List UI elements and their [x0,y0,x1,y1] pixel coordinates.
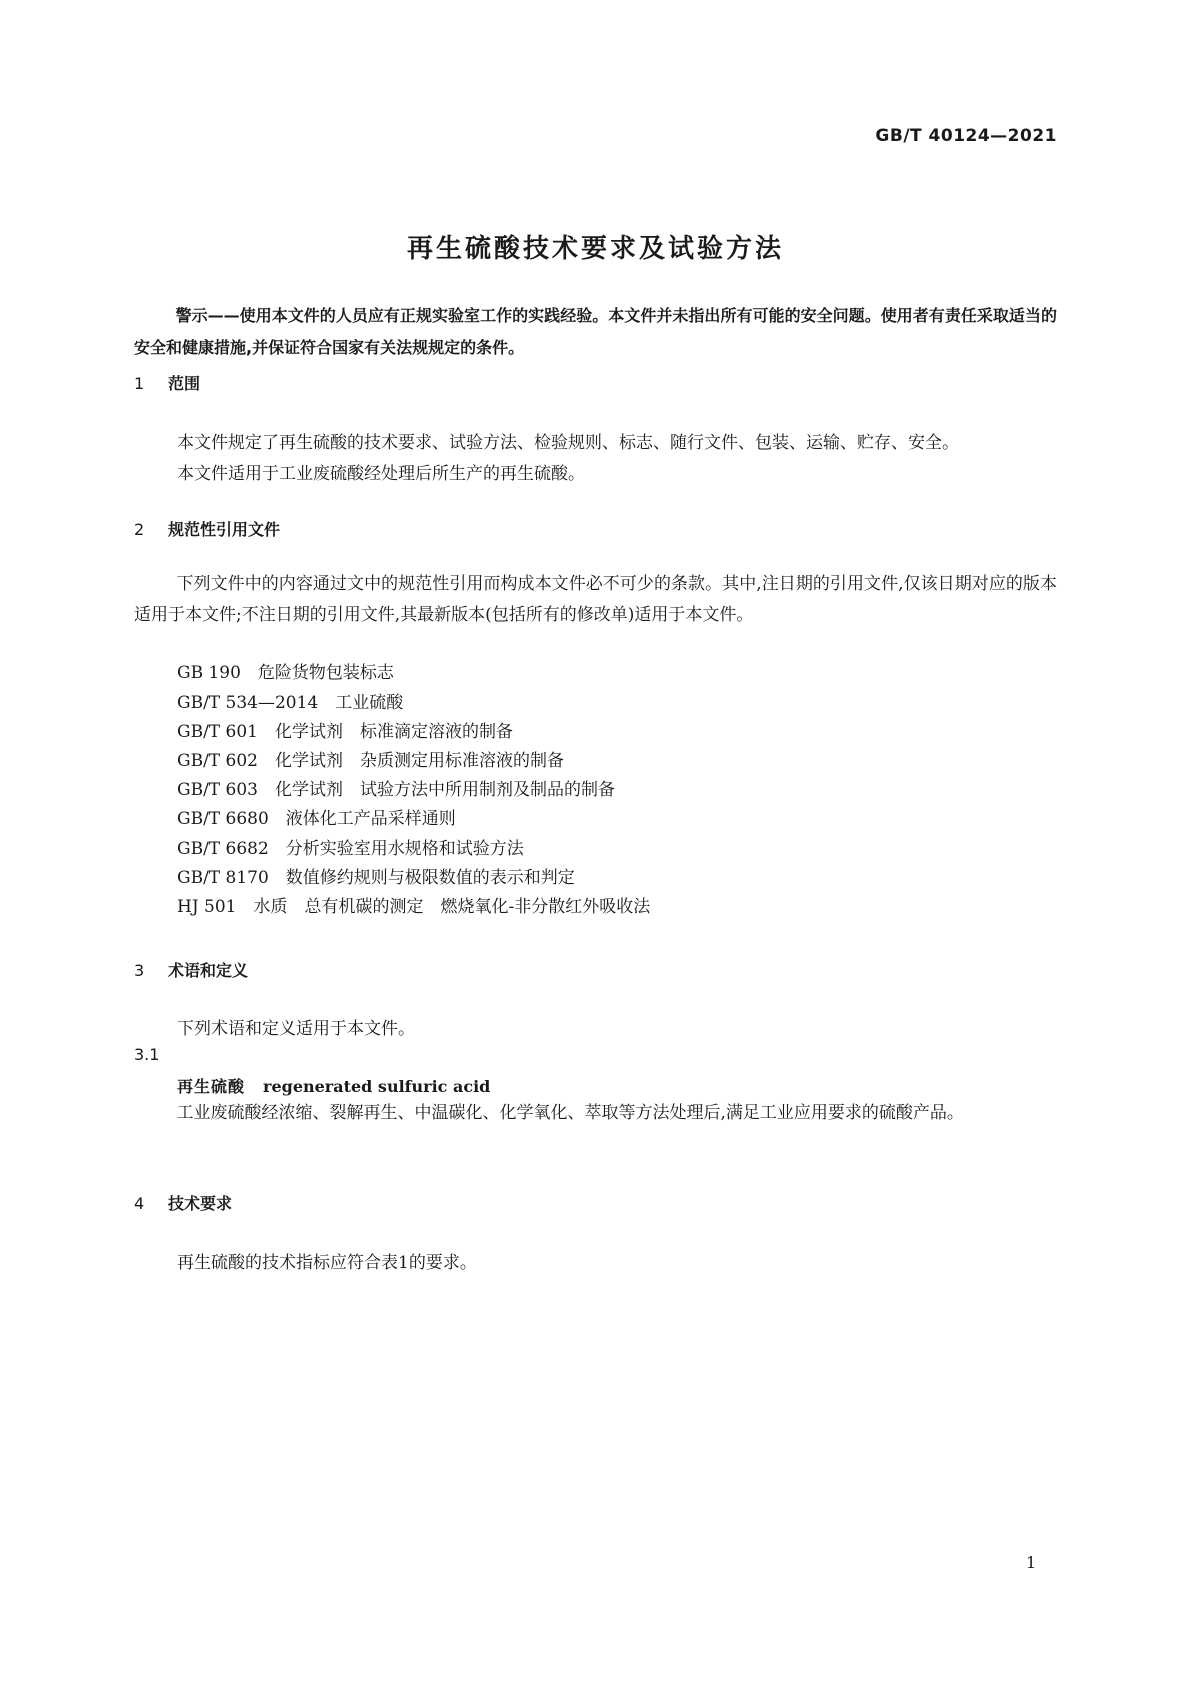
section-1-paragraph-1: 本文件规定了再生硫酸的技术要求、试验方法、检验规则、标志、随行文件、包装、运输、贮存、安全。 [177,433,959,453]
section-3-heading [134,958,248,981]
reference-item: GB/T 6680 液体化工产品采样通则 [177,809,456,829]
section-4-heading [134,1191,232,1214]
reference-item: GB/T 602 化学试剂 杂质测定用标准溶液的制备 [177,751,564,771]
section-4-paragraph: 再生硫酸的技术指标应符合表1的要求。 [177,1253,477,1273]
reference-item: GB 190 危险货物包装标志 [177,663,394,683]
section-1-heading [134,371,200,394]
reference-item: GB/T 8170 数值修约规则与极限数值的表示和判定 [177,868,575,888]
section-2-heading [134,517,280,540]
section-number: 1 [134,374,145,393]
term-chinese: 再生硫酸 [177,1077,246,1096]
section-1-paragraph-2: 本文件适用于工业废硫酸经处理后所生产的再生硫酸。 [177,464,585,484]
term-definition: 工业废硫酸经浓缩、裂解再生、中温碳化、化学氧化、萃取等方法处理后,满足工业应用要求的硫酸产品。 [176,1103,964,1123]
section-title: 术语和定义 [168,961,249,980]
section-2-intro: 下列文件中的内容通过文中的规范性引用而构成本文件必不可少的条款。其中,注日期的引用文件,仅该日期对应的版本适用于本文件;不注日期的引用文件,其最新版本(包括所有的修改单)适用于本文件。 [134,574,1057,625]
reference-item: GB/T 534—2014 工业硫酸 [177,693,404,713]
section-3-intro: 下列术语和定义适用于本文件。 [177,1019,415,1039]
term-entry [177,1074,490,1097]
section-title: 技术要求 [168,1194,233,1213]
reference-item: GB/T 603 化学试剂 试验方法中所用制剂及制品的制备 [177,780,615,800]
term-number: 3.1 [134,1045,160,1064]
section-title: 范围 [168,374,201,393]
reference-item: HJ 501 水质 总有机碳的测定 燃烧氧化-非分散红外吸收法 [177,897,651,917]
reference-item: GB/T 6682 分析实验室用水规格和试验方法 [177,839,524,859]
term-english: regenerated sulfuric acid [263,1077,491,1096]
section-title: 规范性引用文件 [168,520,281,539]
warning-paragraph: 警示——使用本文件的人员应有正规实验室工作的实践经验。本文件并未指出所有可能的安全问题。使用者有责任采取适当的安全和健康措施,并保证符合国家有关法规规定的条件。 [134,306,1057,357]
reference-item: GB/T 601 化学试剂 标准滴定溶液的制备 [177,722,513,742]
section-number: 4 [134,1194,145,1213]
page-number: 1 [1026,1553,1037,1572]
document-title: 再生硫酸技术要求及试验方法 [406,234,784,264]
section-number: 2 [134,520,145,539]
section-number: 3 [134,961,145,980]
standard-code: GB/T 40124—2021 [875,126,1057,146]
